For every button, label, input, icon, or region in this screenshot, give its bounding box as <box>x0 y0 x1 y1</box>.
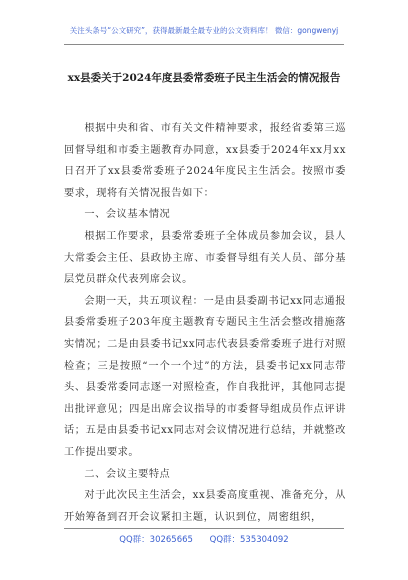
paragraph: 根据中央和省、市有关文件精神要求，报经省委第三巡回督导组和市委主题教育办同意，xx县委于2024年xx月xx日召开了xx县委常委班子2024年度民主生活会。按照市委要求，现将有关情况报告如下： <box>64 123 346 199</box>
footer <box>0 533 408 545</box>
section-heading: 一、会议基本情况 <box>84 209 171 221</box>
header-note: 关注头条号“公文研究”，获得最新最全最专业的公文资料库！ 微信：gongwenyj <box>69 26 339 35</box>
footer-divider <box>64 528 344 529</box>
paragraph: 对于此次民主生活会，xx县委高度重视、准备充分，从开始筹备到召开会议紧扣主题，认识到位，周密组织， <box>64 490 346 523</box>
section-heading: 二、会议主要特点 <box>84 468 171 480</box>
document-title: xx县委关于2024年度县委常委班子民主生活会的情况报告 <box>67 72 341 84</box>
header-divider <box>64 44 344 45</box>
paragraph: 会期一天，共五项议程：一是由县委副书记xx同志通报县委常委班子203年度主题教育专题民主生活会整改措施落实情况；二是由县委书记xx同志代表县委常委班子进行对照检查；三是按照“一个一个过”的方法，县委书记xx同志带头、县委常委同志逐一对照检查，作自我批评，其他同志提出批评意见；四是出席会议指导的市委督导组成员作点评讲话；五是由县委书记xx同志对会议情况进行总结，并就整改工作提出要求。 <box>64 295 346 458</box>
paragraph: 根据工作要求，县委常委班子全体成员参加会议，县人大常委会主任、县政协主席、市委督导组有关人员、部分基层党员群众代表列席会议。 <box>64 230 346 286</box>
footer-qq-group-2: QQ群：535304092 <box>209 535 289 545</box>
document-body <box>64 118 346 528</box>
footer-qq-group-1: QQ群：30265665 <box>119 535 193 545</box>
